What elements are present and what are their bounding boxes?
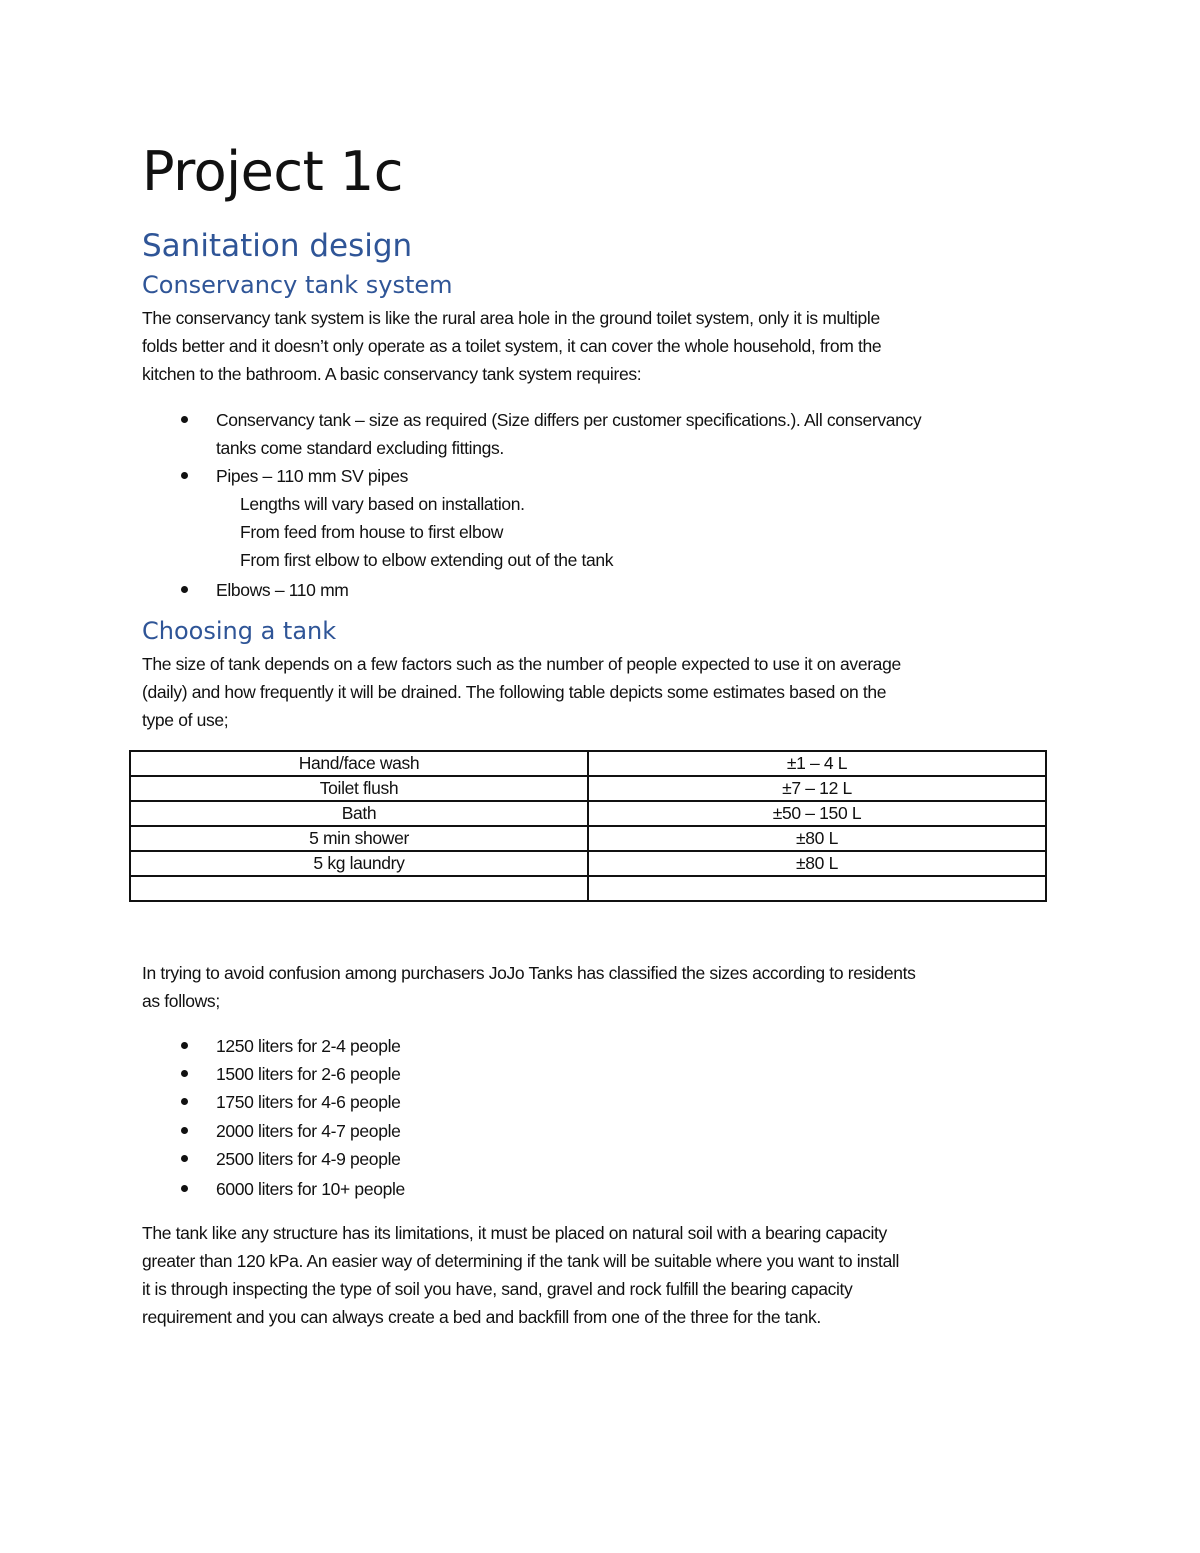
document-title: Project 1c bbox=[142, 140, 403, 203]
paragraph-line: type of use; bbox=[142, 710, 229, 730]
bullet-icon bbox=[181, 1042, 188, 1049]
heading-choosing-a-tank: Choosing a tank bbox=[142, 617, 337, 645]
table-row bbox=[130, 876, 1046, 901]
bullet-icon bbox=[181, 1098, 188, 1105]
paragraph-line: greater than 120 kPa. An easier way of determining if the tank will be suitable where you want to install bbox=[142, 1251, 900, 1271]
list-item: Elbows – 110 mm bbox=[216, 580, 349, 600]
table-row bbox=[130, 801, 1046, 826]
sub-list-item: Lengths will vary based on installation. bbox=[240, 494, 525, 514]
paragraph-line: as follows; bbox=[142, 991, 220, 1011]
paragraph-line: The size of tank depends on a few factors such as the number of people expected to use it on average bbox=[142, 654, 901, 674]
table-row bbox=[130, 826, 1046, 851]
paragraph-line: The conservancy tank system is like the rural area hole in the ground toilet system, only it is multiple bbox=[142, 308, 880, 328]
paragraph-line: it is through inspecting the type of soil you have, sand, gravel and rock fulfill the bearing capacity bbox=[142, 1279, 853, 1299]
table-cell-use: 5 kg laundry bbox=[130, 851, 588, 876]
bullet-icon bbox=[181, 586, 188, 593]
table-cell-volume: ±1 – 4 L bbox=[588, 751, 1046, 776]
list-item: 1750 liters for 4-6 people bbox=[216, 1092, 401, 1112]
table-cell-use: Bath bbox=[130, 801, 588, 826]
sub-list-item: From feed from house to first elbow bbox=[240, 522, 503, 542]
table-cell-volume: ±80 L bbox=[588, 826, 1046, 851]
paragraph-line: (daily) and how frequently it will be drained. The following table depicts some estimates based on the bbox=[142, 682, 887, 702]
table-cell-volume: ±50 – 150 L bbox=[588, 801, 1046, 826]
table-row bbox=[130, 776, 1046, 801]
list-item: 6000 liters for 10+ people bbox=[216, 1179, 405, 1199]
paragraph-line: kitchen to the bathroom. A basic conservancy tank system requires: bbox=[142, 364, 642, 384]
list-item: 2500 liters for 4-9 people bbox=[216, 1149, 401, 1169]
bullet-icon bbox=[181, 1127, 188, 1134]
list-item: 2000 liters for 4-7 people bbox=[216, 1121, 401, 1141]
paragraph-line: In trying to avoid confusion among purchasers JoJo Tanks has classified the sizes according to residents bbox=[142, 963, 916, 983]
table-cell-volume bbox=[588, 876, 1046, 901]
table-cell-volume: ±80 L bbox=[588, 851, 1046, 876]
table-row bbox=[130, 751, 1046, 776]
table-cell-use: 5 min shower bbox=[130, 826, 588, 851]
water-usage-table bbox=[129, 750, 1047, 902]
bullet-icon bbox=[181, 1155, 188, 1162]
bullet-icon bbox=[181, 416, 188, 423]
table-cell-volume: ±7 – 12 L bbox=[588, 776, 1046, 801]
list-item: 1250 liters for 2-4 people bbox=[216, 1036, 401, 1056]
list-item: tanks come standard excluding fittings. bbox=[216, 438, 504, 458]
bullet-icon bbox=[181, 472, 188, 479]
paragraph-line: The tank like any structure has its limitations, it must be placed on natural soil with a bearing capacity bbox=[142, 1223, 887, 1243]
table-cell-use: Hand/face wash bbox=[130, 751, 588, 776]
heading-conservancy-tank-system: Conservancy tank system bbox=[142, 271, 453, 299]
list-item: Pipes – 110 mm SV pipes bbox=[216, 466, 409, 486]
table-row bbox=[130, 851, 1046, 876]
table-cell-use bbox=[130, 876, 588, 901]
bullet-icon bbox=[181, 1070, 188, 1077]
list-item: Conservancy tank – size as required (Size differs per customer specifications.). All conservancy bbox=[216, 410, 922, 430]
paragraph-line: requirement and you can always create a bed and backfill from one of the three for the tank. bbox=[142, 1307, 821, 1327]
sub-list-item: From first elbow to elbow extending out of the tank bbox=[240, 550, 614, 570]
bullet-icon bbox=[181, 1185, 188, 1192]
list-item: 1500 liters for 2-6 people bbox=[216, 1064, 401, 1084]
table-cell-use: Toilet flush bbox=[130, 776, 588, 801]
heading-sanitation-design: Sanitation design bbox=[142, 228, 413, 264]
paragraph-line: folds better and it doesn’t only operate as a toilet system, it can cover the whole household, from the bbox=[142, 336, 882, 356]
